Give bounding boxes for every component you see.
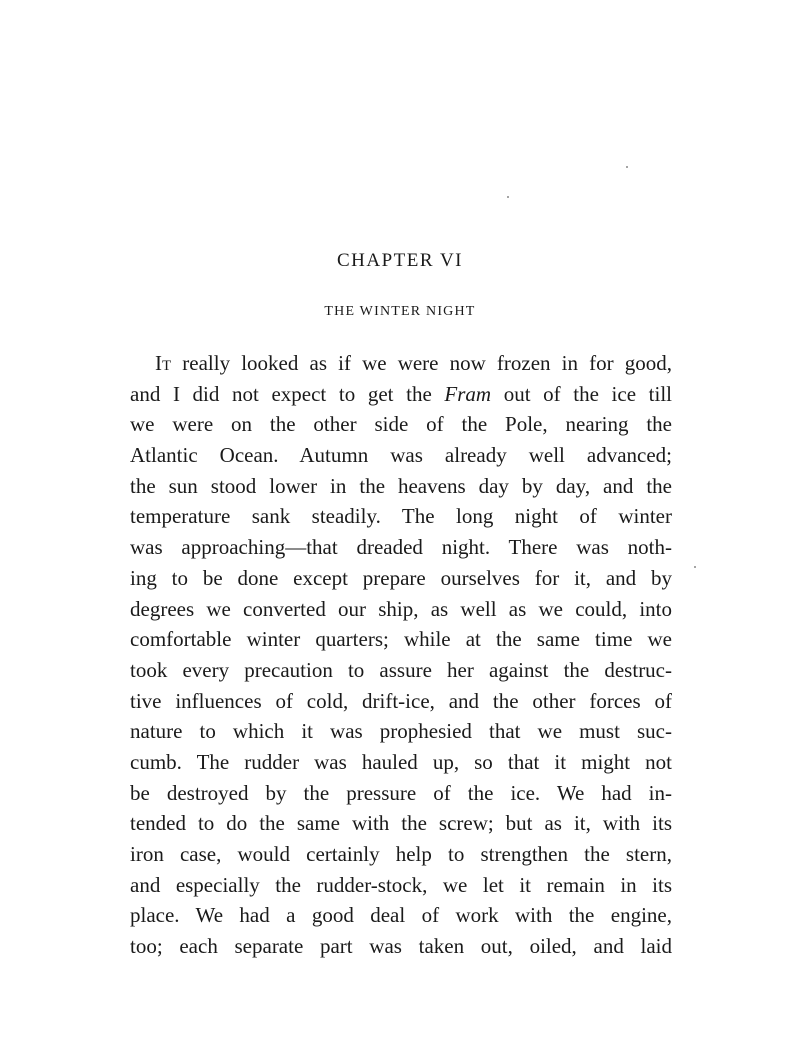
line-2-before: and I did not expect to get the [130,381,445,406]
chapter-title: THE WINTER NIGHT [324,304,476,319]
text-line: too; each separate part was taken out, oiled, and laid [130,934,672,959]
paper-speck [694,566,696,568]
text-line-2 [130,379,672,410]
text-line: was approaching—that dreaded night. There was noth- [130,535,672,560]
chapter-number: CHAPTER VI [336,250,464,271]
text-line-1 [130,348,672,379]
text-line: comfortable winter quarters; while at the same time we [130,627,672,652]
text-line: be destroyed by the pressure of the ice. We had in- [130,780,672,805]
text-line: and especially the rudder-stock, we let it remain in its [130,872,672,897]
body-text [130,348,672,962]
line-1-rest: really looked as if we were now frozen in for good, [171,351,672,375]
text-line: tended to do the same with the screw; but as it, with its [130,811,672,836]
text-line: cumb. The rudder was hauled up, so that it might not [130,749,672,774]
text-line: temperature sank steadily. The long night of winter [130,504,672,529]
text-line: place. We had a good deal of work with the engine, [130,903,672,928]
text-line: we were on the other side of the Pole, nearing the [130,412,672,437]
text-line: tive influences of cold, drift-ice, and the other forces of [130,688,672,713]
text-line: iron case, would certainly help to strengthen the stern, [130,842,672,866]
paper-speck [626,166,628,168]
text-line: the sun stood lower in the heavens day by day, and the [130,473,672,498]
text-line: nature to which it was prophesied that we must suc- [130,719,672,744]
text-line: Atlantic Ocean. Autumn was already well advanced; [130,443,672,468]
text-line: degrees we converted our ship, as well as we could, into [130,596,672,621]
text-line: took every precaution to assure her against the destruc- [130,657,672,682]
paper-speck [507,196,509,198]
line-2-after: out of the ice till [491,381,672,406]
ship-name: Fram [444,381,492,406]
text-line: ing to be done except prepare ourselves for it, and by [130,565,672,590]
lead-word: It [155,351,172,375]
